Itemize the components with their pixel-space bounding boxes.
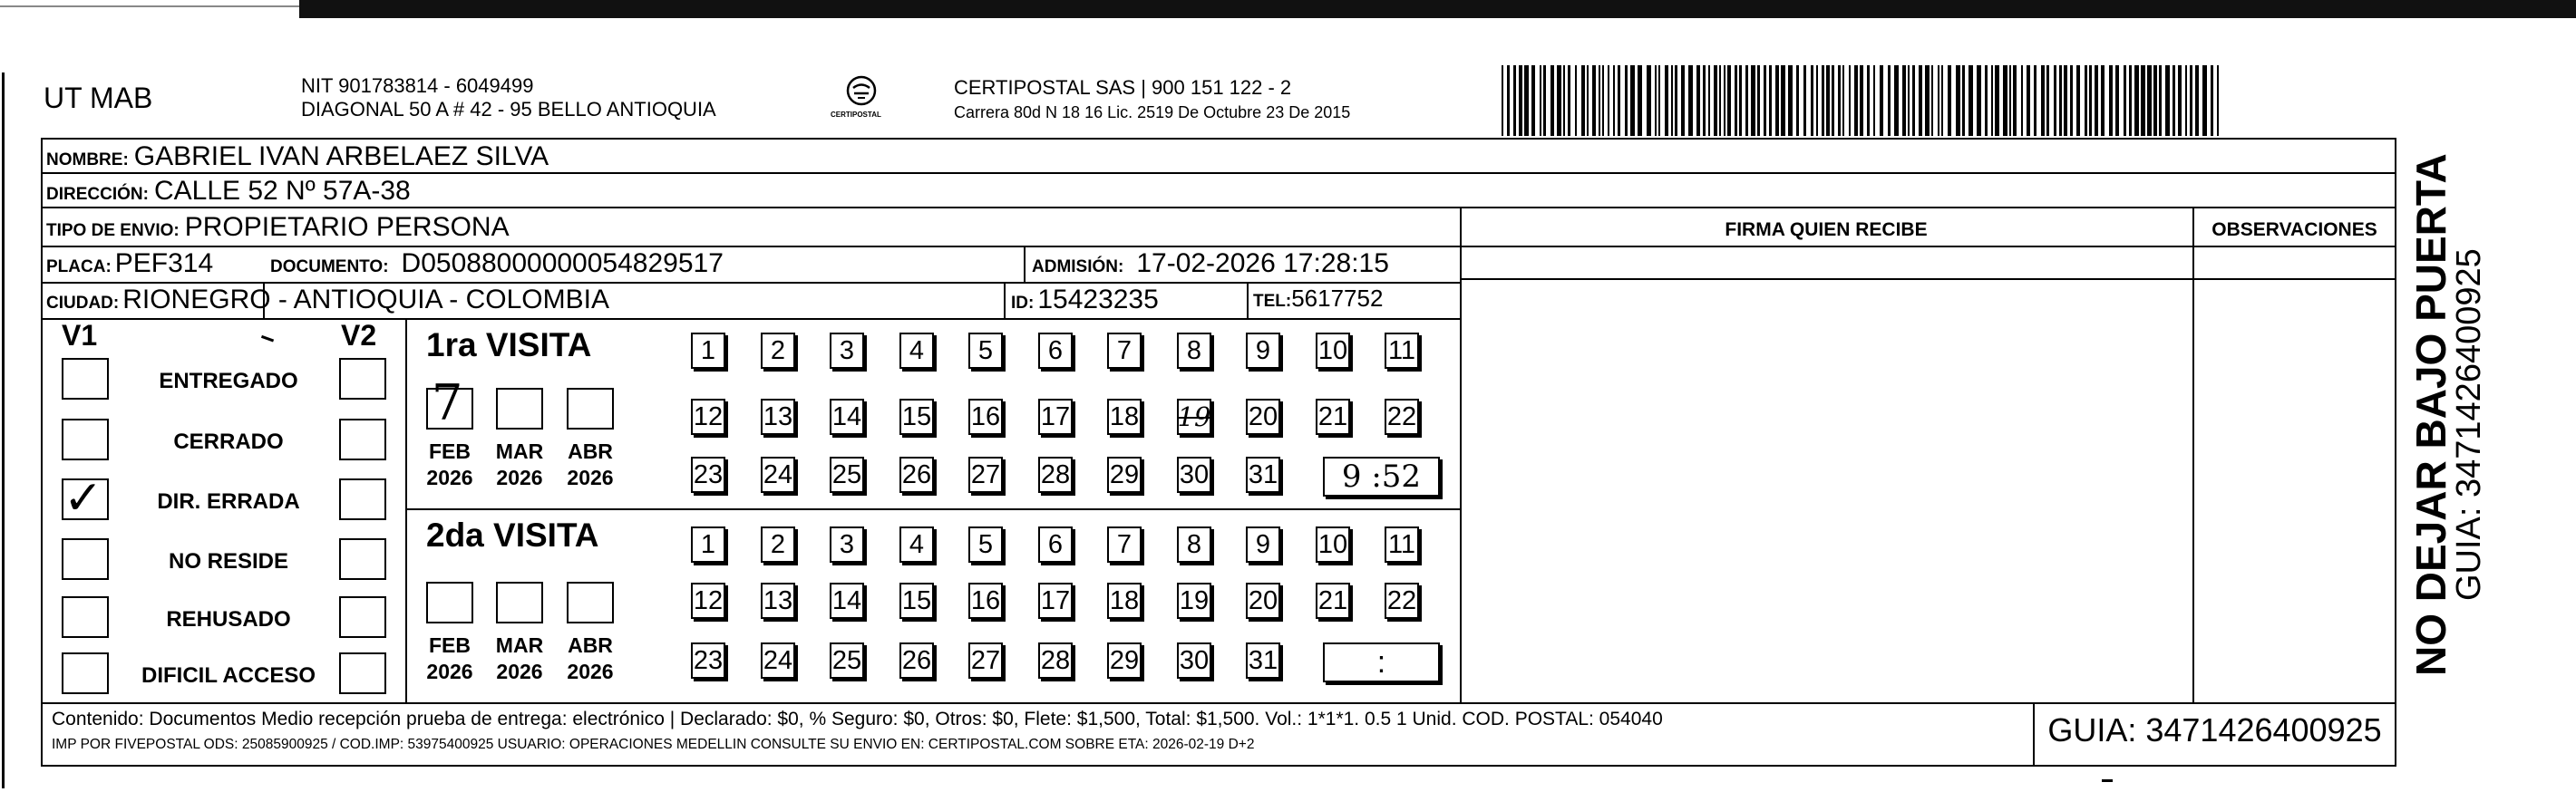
barcode-bar [1985,65,1988,136]
status-label: CERRADO [173,430,284,454]
visit1-day-box[interactable]: 5 [968,333,1003,369]
footer-guia: GUIA: 3471426400925 [2047,711,2382,749]
visit2-month-box[interactable] [426,582,473,623]
barcode-bar [1751,65,1755,136]
barcode-bar [1696,65,1700,136]
visit2-month-box[interactable] [567,582,614,623]
barcode-bar [1507,65,1510,136]
barcode-bar [1719,65,1721,136]
left-edge-line [2,72,5,788]
visit2-month-box[interactable] [496,582,543,623]
barcode-bar [2115,65,2119,136]
barcode-bar [1977,65,1981,136]
visit1-day-box[interactable]: 20 [1246,399,1280,435]
ciudad-value: RIONEGRO - ANTIOQUIA - COLOMBIA [122,285,609,314]
barcode-bar [1968,65,1973,136]
visit1-day-box[interactable]: 26 [899,457,934,493]
barcode-bar [2021,65,2023,136]
visit1-day-box[interactable]: 4 [899,333,934,369]
visit2-day-box[interactable]: 15 [899,583,934,619]
documento-value: D05088000000054829517 [401,248,724,278]
barcode-bar [1995,65,1999,136]
visit1-month-name: MAR [495,439,544,463]
visit2-day-box[interactable]: 2 [761,526,795,563]
barcode-bar [1991,65,1993,136]
visit1-month-name: FEB [429,439,471,463]
ciudad-label: CIUDAD: [46,294,120,313]
barcode-bar [1894,65,1899,136]
status-v2-checkbox[interactable] [339,419,386,460]
barcode-bar [1618,65,1620,136]
barcode-bar [2134,65,2139,136]
tipo-label: TIPO DE ENVIO: [46,221,180,240]
barcode-bar [2085,65,2087,136]
visit1-day-box[interactable]: 31 [1246,457,1280,493]
visit1-day-box[interactable]: 3 [830,333,864,369]
barcode-bar [1681,65,1685,136]
visit1-month-name: ABR [568,439,613,463]
visit1-day-box[interactable]: 7 [1107,333,1142,369]
barcode-bar [1638,65,1642,136]
barcode-bar [1764,65,1766,136]
visit2-day-box[interactable]: 17 [1038,583,1073,619]
side-guia: GUIA: 3471426400925 [2450,248,2488,601]
barcode-bar [1912,65,1915,136]
visit1-day-box[interactable]: 11 [1385,333,1419,369]
barcode-bar [1811,65,1813,136]
barcode-bar [1854,65,1858,136]
visit2-day-box[interactable]: 11 [1385,526,1419,563]
direccion-value: CALLE 52 Nº 57A-38 [153,176,411,206]
visit1-day-box[interactable]: 30 [1177,457,1211,493]
visit2-day-box[interactable]: 26 [899,642,934,679]
barcode-bar [1513,65,1516,136]
status-label: ENTREGADO [159,369,298,393]
visit2-day-box[interactable]: 22 [1385,583,1419,619]
visit2-day-box[interactable]: 6 [1038,526,1073,563]
placa-row [46,248,213,279]
barcode-bar [1769,65,1772,136]
barcode-bar [2034,65,2036,136]
v2-label: V2 [341,319,377,352]
visit2-day-box[interactable]: 25 [830,642,864,679]
barcode-bar [1745,65,1748,136]
visit2-time-box[interactable]: : [1323,642,1440,682]
visit1-month-box[interactable] [567,388,614,430]
status-v2-checkbox[interactable] [339,596,386,638]
barcode-bar [1540,65,1541,136]
visit2-day-box[interactable]: 19 [1177,583,1211,619]
barcode-bar [2095,65,2098,136]
carrier-license: Carrera 80d N 18 16 Lic. 2519 De Octubre 23 De 2015 [954,103,1351,121]
visit2-day-box[interactable]: 31 [1246,642,1280,679]
barcode-bar [1671,65,1673,136]
visit1-time-box[interactable]: 9 :52 [1323,457,1440,497]
visit2-day-box[interactable]: 28 [1038,642,1073,679]
barcode-bar [2041,65,2045,136]
visit1-month-mark: 7 [432,374,463,431]
barcode-bar [2129,65,2132,136]
documento-label: DOCUMENTO: [270,257,389,276]
barcode-bar [1613,65,1615,136]
barcode-bar [1873,65,1875,136]
ciudad-row [46,285,609,315]
carrier-name: CERTIPOSTAL SAS | 900 151 122 - 2 [954,76,1292,99]
barcode-bar [1708,65,1710,136]
barcode-bar [2147,65,2152,136]
barcode-bar [2054,65,2056,136]
placa-value: PEF314 [114,248,214,278]
visit2-month-name: ABR [568,633,613,657]
barcode [1502,65,2221,136]
observaciones-label: OBSERVACIONES [2211,219,2377,240]
barcode-bar [2003,65,2007,136]
barcode-bar [2159,65,2162,136]
visit1-day-box[interactable]: 18 [1107,399,1142,435]
barcode-bar [2190,65,2192,136]
visit2-month-year: 2026 [496,660,543,683]
visit2-month-label [488,633,551,685]
barcode-bar [1581,65,1585,136]
status-v2-checkbox[interactable] [339,478,386,520]
visit2-day-box[interactable]: 9 [1246,526,1280,563]
visit2-day-box[interactable]: 14 [830,583,864,619]
barcode-bar [1925,65,1930,136]
tel-row [1253,285,1383,313]
nombre-row [46,141,549,172]
barcode-bar [1822,65,1824,136]
barcode-bar [2101,65,2105,136]
visit2-day-box[interactable]: 12 [691,583,725,619]
barcode-bar [2185,65,2187,136]
visit2-day-box[interactable]: 29 [1107,642,1142,679]
barcode-bar [2173,65,2175,136]
visit1-day-box[interactable]: 25 [830,457,864,493]
barcode-bar [2027,65,2030,136]
barcode-bar [1587,65,1589,136]
footer-imp: IMP POR FIVEPOSTAL ODS: 25085900925 / COD.IMP: 53975400925 USUARIO: OPERACIONES MEDELLIN CONSULTE SU ENVIO EN: CERTIPOSTAL.COM SOBRE ETA: 2026-02-19 D+2 [52,737,1255,752]
nombre-label: NOMBRE: [46,150,129,169]
company-address: DIAGONAL 50 A # 42 - 95 BELLO ANTIOQUIA [301,98,716,121]
barcode-bar [1739,65,1742,136]
status-v2-checkbox[interactable] [339,652,386,694]
id-value: 15423235 [1037,285,1159,314]
visit2-day-box[interactable]: 7 [1107,526,1142,563]
tipo-row [46,212,510,243]
barcode-bar [2195,65,2199,136]
id-label: ID: [1011,294,1035,313]
barcode-bar [2165,65,2170,136]
barcode-bar [1757,65,1760,136]
barcode-bar [2217,65,2219,136]
direccion-row [46,176,411,207]
visit1-day-box[interactable]: 10 [1316,333,1350,369]
company-nit: NIT 901783814 - 6049499 [301,74,534,97]
placa-label: PLACA: [46,257,112,276]
visit2-day-box[interactable]: 24 [761,642,795,679]
visit1-month-label [488,439,551,491]
visit2-day-box[interactable]: 1 [691,526,725,563]
visit1-title: 1ra VISITA [426,326,592,363]
side-no-dejar: NO DEJAR BAJO PUERTA [2407,153,2454,676]
barcode-bar [1724,65,1725,136]
barcode-bar [1938,65,1939,136]
barcode-bar [1563,65,1565,136]
barcode-bar [1575,65,1577,136]
visit1-month-label [418,439,481,491]
barcode-bar [1727,65,1731,136]
barcode-bar [1647,65,1651,136]
barcode-bar [1867,65,1870,136]
visit2-day-box[interactable]: 16 [968,583,1003,619]
barcode-bar [1781,65,1785,136]
status-v1-checkbox[interactable] [62,596,109,638]
visit1-day-box[interactable]: 2 [761,333,795,369]
barcode-bar [1658,65,1660,136]
barcode-bar [1630,65,1635,136]
barcode-bar [1714,65,1717,136]
documento-row [270,248,724,279]
barcode-bar [1524,65,1529,136]
barcode-bar [1568,65,1570,136]
visit2-day-box[interactable]: 4 [899,526,934,563]
barcode-bar [1557,65,1561,136]
direccion-label: DIRECCIÓN: [46,185,149,204]
barcode-bar [1902,65,1906,136]
barcode-bar [1931,65,1933,136]
barcode-bar [2178,65,2182,136]
visit1-day-box[interactable]: 12 [691,399,725,435]
visit2-month-name: MAR [495,633,544,657]
visit1-month-year: 2026 [496,466,543,489]
visit1-month-label [559,439,622,491]
bottom-mark [2102,779,2113,782]
visit2-day-box[interactable]: 3 [830,526,864,563]
barcode-bar [1849,65,1851,136]
visit1-day-box[interactable]: 14 [830,399,864,435]
barcode-bar [1838,65,1841,136]
visit2-month-year: 2026 [426,660,473,683]
barcode-bar [2124,65,2126,136]
barcode-bar [2013,65,2017,136]
visit2-day-box[interactable]: 30 [1177,642,1211,679]
barcode-bar [1832,65,1834,136]
barcode-bar [1531,65,1535,136]
visit2-month-name: FEB [429,633,471,657]
visit1-day-box[interactable]: 27 [968,457,1003,493]
status-v2-checkbox[interactable] [339,538,386,580]
status-label: REHUSADO [166,607,291,632]
v1-label: V1 [62,319,98,352]
visit1-month-box[interactable] [496,388,543,430]
barcode-bar [1625,65,1628,136]
barcode-bar [1941,65,1943,136]
visit2-day-box[interactable]: 23 [691,642,725,679]
visit2-day-box[interactable]: 5 [968,526,1003,563]
visit2-day-box[interactable]: 21 [1316,583,1350,619]
barcode-bar [1880,65,1883,136]
visit1-day-box[interactable]: 16 [968,399,1003,435]
visit2-day-box[interactable]: 20 [1246,583,1280,619]
firma-label: FIRMA QUIEN RECIBE [1725,219,1928,240]
visit2-month-label [418,633,481,685]
visit1-day-box[interactable]: 13 [761,399,795,435]
visit1-day-box[interactable]: 19 [1177,399,1211,435]
admision-row [1032,248,1389,279]
barcode-bar [1788,65,1793,136]
status-v1-checkbox[interactable] [62,419,109,460]
visit2-title: 2da VISITA [426,517,599,554]
visit1-day-box[interactable]: 23 [691,457,725,493]
visit2-day-box[interactable]: 8 [1177,526,1211,563]
barcode-bar [1703,65,1706,136]
top-edge-bar-left [0,0,299,7]
barcode-bar [1675,65,1677,136]
barcode-bar [1602,65,1604,136]
barcode-bar [1550,65,1554,136]
tel-label: TEL: [1253,292,1292,311]
barcode-bar [1948,65,1951,136]
status-v2-checkbox[interactable] [339,358,386,400]
barcode-bar [1842,65,1844,136]
barcode-bar [2202,65,2207,136]
barcode-bar [1735,65,1737,136]
visit1-day-box[interactable]: 8 [1177,333,1211,369]
barcode-bar [2153,65,2157,136]
barcode-bar [2046,65,2049,136]
id-row [1011,285,1159,315]
top-edge-bar [299,0,2576,18]
tel-value: 5617752 [1291,285,1384,312]
tipo-value: PROPIETARIO PERSONA [184,212,510,242]
status-v1-checkbox[interactable] [62,652,109,694]
visit1-day-box[interactable]: 28 [1038,457,1073,493]
status-label: DIFICIL ACCESO [141,663,316,688]
company-name: UT MAB [44,82,153,114]
logo-text: CERTIPOSTAL [831,111,881,119]
nombre-value: GABRIEL IVAN ARBELAEZ SILVA [133,141,549,171]
barcode-bar [1860,65,1863,136]
barcode-bar [1775,65,1779,136]
status-v1-checkbox[interactable] [62,358,109,400]
visit1-day-box[interactable]: 9 [1246,333,1280,369]
visit1-month-year: 2026 [426,466,473,489]
barcode-bar [1608,65,1609,136]
visit1-day-box[interactable]: 29 [1107,457,1142,493]
visit2-day-box[interactable]: 27 [968,642,1003,679]
status-v1-checkbox[interactable] [62,538,109,580]
barcode-bar [1803,65,1806,136]
barcode-bar [1543,65,1546,136]
barcode-bar [2070,65,2073,136]
status-v1-checkmark: ✓ [63,471,103,526]
barcode-bar [2009,65,2011,136]
status-label: DIR. ERRADA [157,489,300,514]
visit1-day-box[interactable]: 17 [1038,399,1073,435]
barcode-bar [1816,65,1818,136]
barcode-bar [1599,65,1600,136]
visit2-month-label [559,633,622,685]
status-label: NO RESIDE [168,549,289,574]
visit1-day-box[interactable]: 1 [691,333,725,369]
barcode-bar [1502,65,1503,136]
barcode-bar [1665,65,1668,136]
visit1-month-year: 2026 [567,466,614,489]
barcode-bar [1826,65,1830,136]
admision-value: 17-02-2026 17:28:15 [1136,248,1389,278]
visit1-day-box[interactable]: 21 [1316,399,1350,435]
barcode-bar [1519,65,1522,136]
barcode-bar [1962,65,1965,136]
footer-contenido: Contenido: Documentos Medio recepción prueba de entrega: electrónico | Declarado: $0, % Seguro: $0, Otros: $0, Flete: $1,500, Total: $1,500. Vol.: 1*1*1. 0.5 1 Unid. COD. POSTAL: 054040 [52,709,1663,729]
visit1-day-box[interactable]: 22 [1385,399,1419,435]
barcode-bar [2059,65,2062,136]
barcode-bar [2076,65,2080,136]
barcode-bar [2064,65,2067,136]
barcode-bar [2089,65,2092,136]
visit1-day-box[interactable]: 24 [761,457,795,493]
barcode-bar [1908,65,1910,136]
visit1-day-box[interactable]: 15 [899,399,934,435]
visit2-day-box[interactable]: 18 [1107,583,1142,619]
visit1-day-box[interactable]: 6 [1038,333,1073,369]
barcode-bar [2141,65,2145,136]
barcode-bar [2109,65,2113,136]
visit2-day-box[interactable]: 10 [1316,526,1350,563]
visit2-month-year: 2026 [567,660,614,683]
admision-label: ADMISIÓN: [1032,257,1124,276]
barcode-bar [1796,65,1799,136]
visit2-day-box[interactable]: 13 [761,583,795,619]
barcode-bar [1688,65,1693,136]
barcode-bar [1888,65,1891,136]
barcode-bar [1919,65,1922,136]
barcode-bar [1592,65,1596,136]
barcode-bar [1655,65,1657,136]
barcode-bar [2211,65,2213,136]
barcode-bar [1956,65,1960,136]
